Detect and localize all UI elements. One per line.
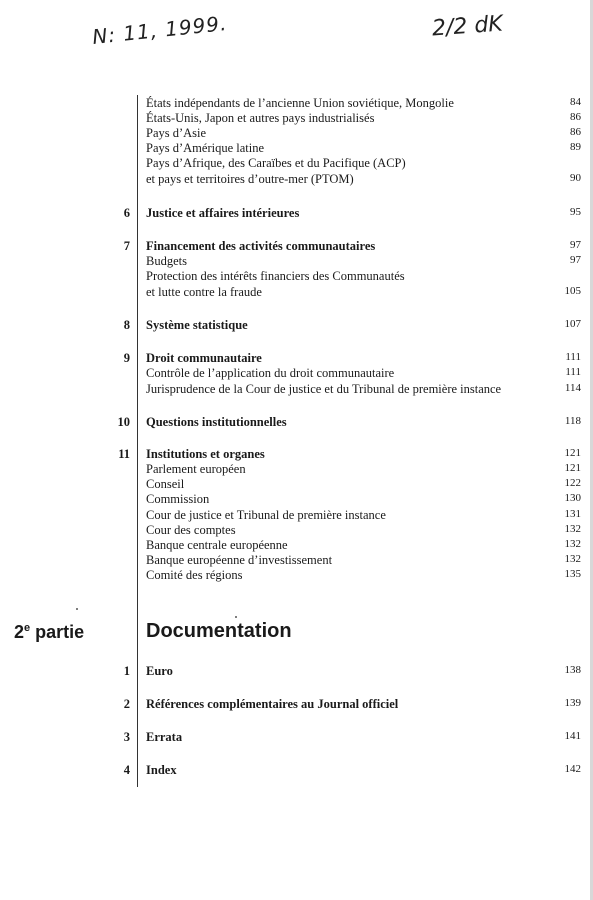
page-number: 105 [564,285,581,297]
chapter-number: 2 [123,697,130,711]
chapter-title: Références complémentaires au Journal officiel [146,697,399,711]
page-number: 114 [564,382,581,394]
chapter-number: 11 [118,447,130,461]
page-number: 97 [570,254,581,266]
page-number: 141 [564,730,581,742]
chapter-number: 8 [123,318,130,332]
page-number: 139 [564,697,581,709]
entry-title: Pays d’Amérique latine [146,141,265,155]
page-number: 121 [564,462,581,474]
entry-title: Comité des régions [146,568,243,582]
column-divider [137,95,138,787]
chapter-number: 10 [117,415,130,429]
chapter-number: 4 [123,763,130,777]
entry-title: Cour des comptes [146,523,236,537]
entry-title: Banque européenne d’investissement [146,553,333,567]
chapter-number: 6 [123,206,130,220]
page-number: 132 [564,523,581,535]
page-number: 122 [564,477,581,489]
page-number: 84 [570,96,581,108]
page-number: 95 [570,206,581,218]
page-number: 111 [565,351,581,363]
entry-title: Cour de justice et Tribunal de première instance [146,508,386,522]
page-number: 90 [570,172,581,184]
chapter-title: Index [146,763,177,777]
scan-speck [76,608,78,610]
entry-title: et lutte contre la fraude [146,285,262,299]
page-number: 132 [564,538,581,550]
part2-label: 2e partie [14,622,85,642]
entry-title: Pays d’Asie [146,126,207,140]
chapter-title: Droit communautaire [146,351,262,365]
chapter-number: 1 [123,664,130,678]
entry-title: Protection des intérêts financiers des Communautés [146,269,405,283]
entry-title: Budgets [146,254,187,268]
entry-title: et pays et territoires d’outre-mer (PTOM) [146,172,354,186]
chapter-number: 9 [123,351,130,365]
entry-title: Commission [146,492,210,506]
handwritten-note-left: N: 11, 1999. [91,10,229,50]
page-number: 142 [564,763,581,775]
page-number: 111 [565,366,581,378]
chapter-title: Institutions et organes [146,447,265,461]
entry-title: Pays d’Afrique, des Caraïbes et du Pacifique (ACP) [146,156,406,170]
page-number: 118 [564,415,581,427]
chapter-title: Justice et affaires intérieures [146,206,300,220]
entry-title: États indépendants de l’ancienne Union soviétique, Mongolie [146,96,454,110]
chapter-title: Système statistique [146,318,248,332]
entry-title: Jurisprudence de la Cour de justice et du Tribunal de première instance [146,382,502,396]
entry-title: Contrôle de l’application du droit communautaire [146,366,395,380]
chapter-number: 3 [123,730,130,744]
page-number: 130 [564,492,581,504]
chapter-title: Errata [146,730,183,744]
chapter-title: Euro [146,664,173,678]
part2-title: Documentation [146,620,292,642]
page-number: 86 [570,126,581,138]
page-number: 135 [564,568,581,580]
page-number: 121 [564,447,581,459]
entry-title: Parlement européen [146,462,246,476]
chapter-title: Questions institutionnelles [146,415,287,429]
page-number: 107 [564,318,581,330]
handwritten-note-right: 2/2 dK [431,11,504,42]
entry-title: Banque centrale européenne [146,538,288,552]
page-number: 89 [570,141,581,153]
scan-speck [235,616,237,618]
entry-title: Conseil [146,477,185,491]
page-number: 131 [564,508,581,520]
page-number: 138 [564,664,581,676]
chapter-number: 7 [123,239,130,253]
page-number: 86 [570,111,581,123]
entry-title: États-Unis, Japon et autres pays industrialisés [146,111,375,125]
page-number: 132 [564,553,581,565]
chapter-title: Financement des activités communautaires [146,239,376,253]
page-number: 97 [570,239,581,251]
